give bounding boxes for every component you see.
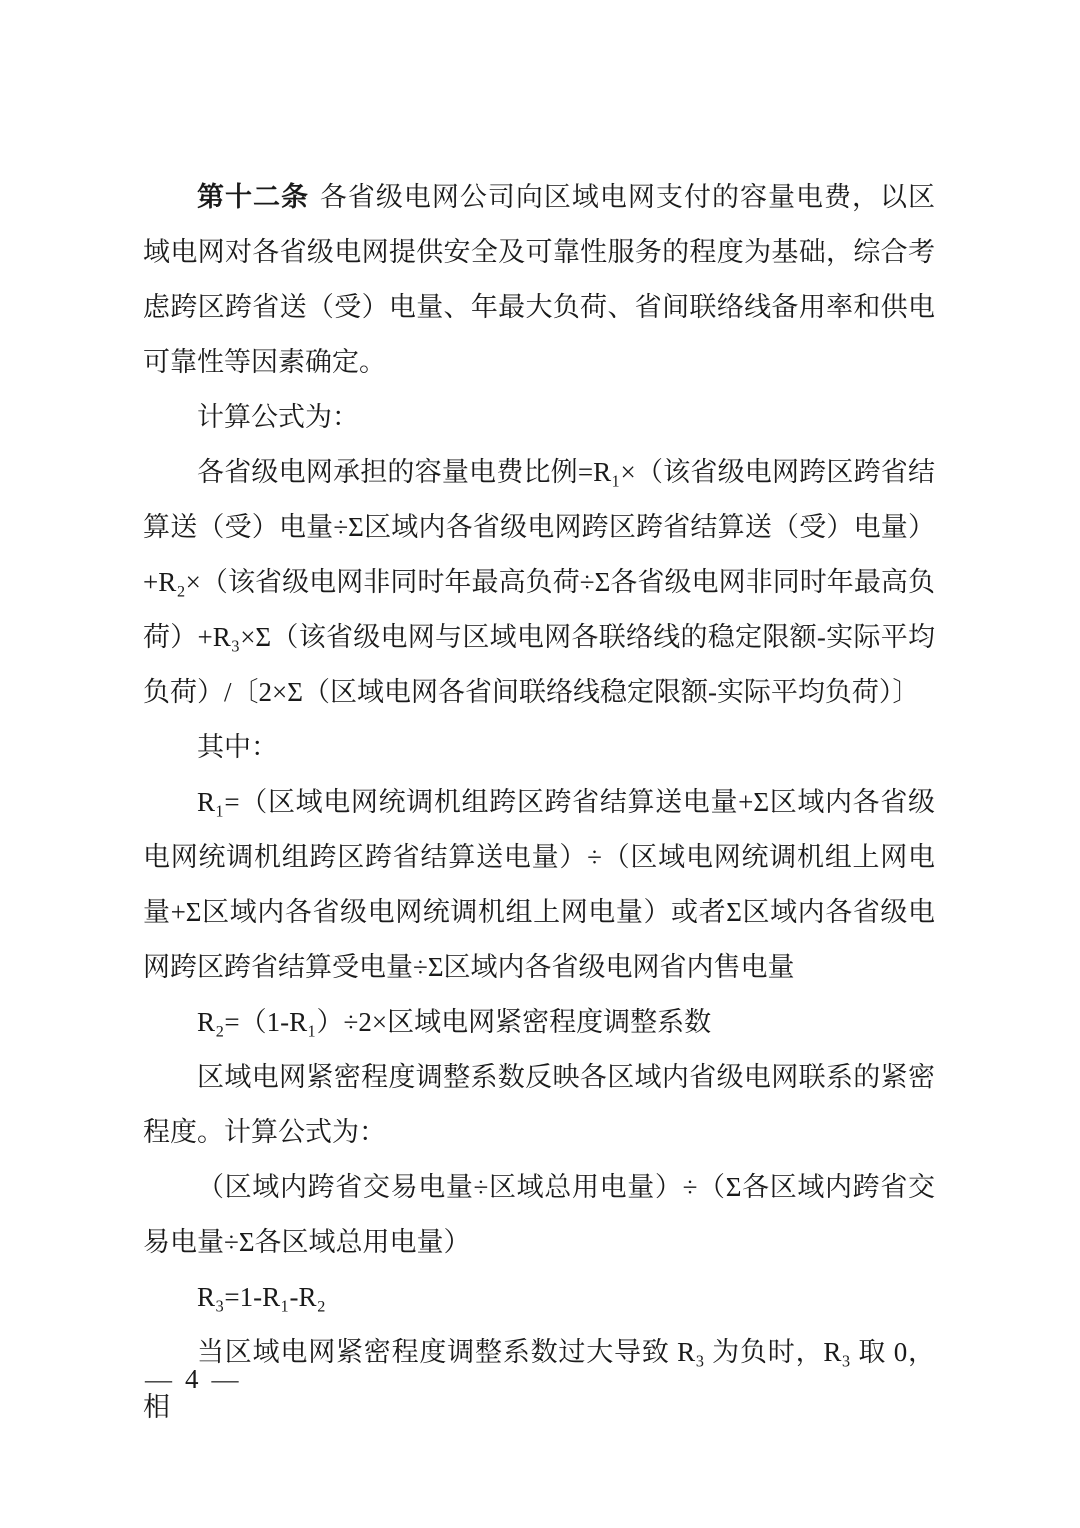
footer-dash-right: — bbox=[211, 1364, 240, 1394]
footer-dash-left: — bbox=[145, 1364, 173, 1394]
capacity-fee-ratio-formula: 各省级电网承担的容量电费比例=R₁×（该省级电网跨区跨省结算送（受）电量÷Σ区域内各省级电网跨区跨省结算送（受）电量）+R₂×（该省级电网非同时年最高负荷÷Σ各省级电网非同时年最高负荷）+R₃×Σ（该省级电网与区域电网各联络线的稳定限额-实际平均负荷）/〔2×Σ（区域电网各省间联络线稳定限额-实际平均负荷）〕 bbox=[143, 457, 935, 707]
tightness-coefficient-description: 区域电网紧密程度调整系数反映各区域内省级电网联系的紧密程度。计算公式为： bbox=[143, 1062, 935, 1147]
page-footer bbox=[145, 1352, 240, 1407]
document-body bbox=[143, 170, 935, 1435]
article-number: 第十二条 bbox=[197, 182, 310, 212]
r2-formula: R₂=（1-R₁）÷2×区域电网紧密程度调整系数 bbox=[197, 1007, 712, 1037]
formula-intro: 计算公式为： bbox=[197, 402, 359, 432]
article-12-paragraph bbox=[143, 170, 935, 390]
r1-formula: R₁=（区域电网统调机组跨区跨省结算送电量+Σ区域内各省级电网统调机组跨区跨省结算送电量）÷（区域电网统调机组上网电量+Σ区域内各省级电网统调机组上网电量）或者Σ区域内各省级电网跨区跨省结算受电量÷Σ区域内各省级电网省内售电量 bbox=[143, 787, 935, 982]
r3-formula: R₃=1-R₁-R₂ bbox=[197, 1282, 326, 1312]
article-12-text: 各省级电网公司向区域电网支付的容量电费，以区域电网对各省级电网提供安全及可靠性服务的程度为基础，综合考虑跨区跨省送（受）电量、年最大负荷、省间联络线备用率和供电可靠性等因素确定。 bbox=[143, 182, 936, 377]
tightness-coefficient-formula: （区域内跨省交易电量÷区域总用电量）÷（Σ各区域内跨省交易电量÷Σ各区域总用电量） bbox=[143, 1172, 935, 1257]
page-number: 4 bbox=[185, 1364, 200, 1394]
r3-negative-note: 当区域电网紧密程度调整系数过大导致 R₃ 为负时，R₃ 取 0，相 bbox=[143, 1337, 935, 1422]
among-which-label: 其中： bbox=[197, 732, 278, 762]
